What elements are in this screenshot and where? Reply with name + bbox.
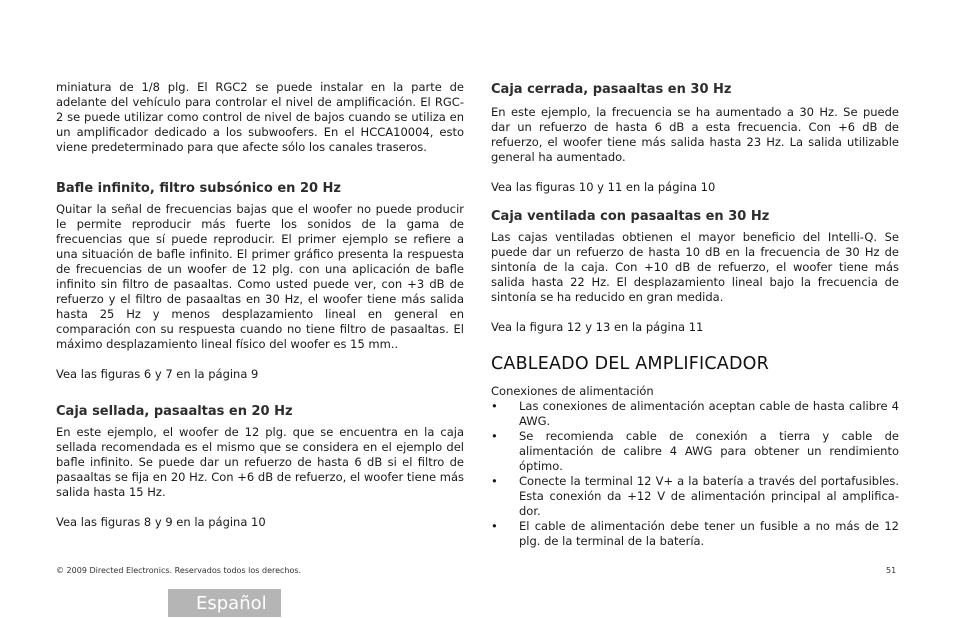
vented-box-paragraph: Las cajas ventiladas obtienen el mayor beneficio del Intelli-Q. Se puede dar un refuerzo de hasta 10 dB en la frecuencia de 30 Hz de sintonía de la caja. Con +10 dB de refuerzo, el woofer tiene más salida hasta 22 Hz. El desplazamiento lineal bajo la frecuencia de sintonía se ha reducido en gran medida. — [491, 230, 899, 304]
language-tab: Español — [168, 589, 281, 617]
vented-box-figure-ref: Vea la figura 12 y 13 en la página 11 — [491, 320, 704, 334]
bullet-symbol: • — [491, 474, 498, 488]
infinite-baffle-figure-ref: Vea las figuras 6 y 7 en la página 9 — [56, 367, 259, 381]
section-title-sealed-box: Caja sellada, pasaaltas en 20 Hz — [56, 404, 293, 419]
closed-box-paragraph: En este ejemplo, la frecuencia se ha aumentado a 30 Hz. Se puede dar un refuerzo de hasta 6 dB a esta frecuencia. Con +6 dB de refuerzo, el woofer tiene más salida hasta 23 Hz. La salida utilizable general ha aumentado. — [491, 105, 899, 164]
bullet-symbol: • — [491, 519, 498, 533]
list-item — [491, 519, 899, 549]
intro-paragraph: miniatura de 1/8 plg. El RGC2 se puede instalar en la parte de adelante del vehículo para controlar el nivel de amplificación. El RGC-2 se puede utilizar como control de nivel de bajos cuando se utiliza en un amplificador dedicado a los subwoofers. En el HCCA10004, esto viene predeterminado para que afecte sólo los canales traseros. — [56, 80, 464, 154]
infinite-baffle-paragraph: Quitar la señal de frecuencias bajas que el woofer no puede producir le permite reproducir más fuerte los sonidos de la gama de frecuencias que sí puede reproducir. El primer ejemplo se refiere a una situación de bafle infinito. El primer gráfico presenta la respuesta de frecuencias de un woofer de 12 plg. con una aplicación de bafle infinito sin filtro de pasaaltas. Como usted puede ver, con +3 dB de refuerzo y el filtro de pasaaltas en 30 Hz, el woofer tiene más salida hasta 25 Hz y menos desplazamiento lineal en general en comparación con su respuesta cuando no tiene filtro de pasaaltas. El máximo desplazamiento lineal físico del woofer es 15 mm.. — [56, 202, 464, 351]
sealed-box-paragraph: En este ejemplo, el woofer de 12 plg. que se encuentra en la caja sellada recomendada es el mismo que se considera en el ejemplo del bafle infinito. Se puede dar un refuerzo de hasta 6 dB si el filtro de pasaaltas se fija en 20 Hz. Con +6 dB de refuerzo, el woofer tiene más salida hasta 15 Hz. — [56, 425, 464, 499]
section-title-vented-box: Caja ventilada con pasaaltas en 30 Hz — [491, 209, 770, 224]
page-number: 51 — [886, 566, 897, 575]
list-item-text: El cable de alimentación debe tener un fusible a no más de 12 plg. de la terminal de la batería. — [519, 519, 899, 548]
left-column — [56, 80, 464, 530]
list-item-text: Las conexiones de alimentación aceptan cable de hasta calibre 4 AWG. — [519, 399, 899, 428]
right-column — [491, 81, 899, 549]
closed-box-figure-ref: Vea las figuras 10 y 11 en la página 10 — [491, 180, 716, 194]
amplifier-wiring-heading: CABLEADO DEL AMPLIFICADOR — [491, 354, 769, 374]
list-item-text: Se recomienda cable de conexión a tierra y cable de alimentación de calibre 4 AWG para obtener un rendimiento óptimo. — [519, 429, 899, 473]
bullet-symbol: • — [491, 429, 498, 443]
bullet-symbol: • — [491, 399, 498, 413]
power-connections-subheading: Conexiones de alimentación — [491, 384, 654, 398]
list-item-text: Conecte la terminal 12 V+ a la batería a través del portafusibles. Esta conexión da +12 V de alimentación principal al amplifica-dor. — [519, 474, 899, 518]
power-connections-list — [491, 399, 899, 549]
list-item — [491, 399, 899, 429]
section-title-infinite-baffle: Bafle infinito, filtro subsónico en 20 Hz — [56, 181, 342, 196]
section-title-closed-box: Caja cerrada, pasaaltas en 30 Hz — [491, 82, 732, 97]
copyright-notice: © 2009 Directed Electronics. Reservados todos los derechos. — [56, 566, 302, 575]
sealed-box-figure-ref: Vea las figuras 8 y 9 en la página 10 — [56, 515, 266, 529]
list-item — [491, 474, 899, 519]
list-item — [491, 429, 899, 474]
